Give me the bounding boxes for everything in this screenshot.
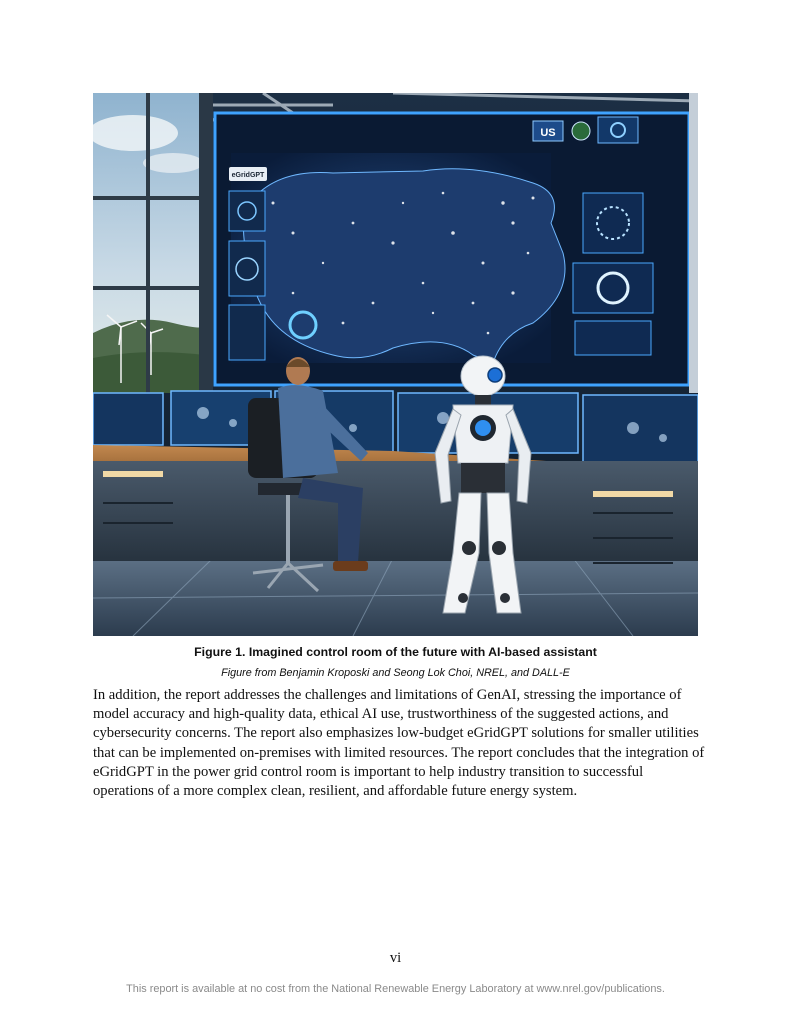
window (93, 93, 213, 393)
grid-map-display (215, 113, 689, 385)
control-room-illustration (93, 93, 698, 636)
body-paragraph: In addition, the report addresses the challenges and limitations of GenAI, stressing the importance of model accuracy and high-quality data, ethical AI use, trustworthiness of the suggested actions, and cybersecurity concerns. The report also emphasizes low-budget eGridGPT solutions for smaller utilities that can be implemented on-premises with limited resources. The report concludes that the integration of eGridGPT in the power grid control room is important to help industry transition to successful operations of a more complex clean, resilient, and affordable future energy system. (93, 687, 705, 800)
page-number: vi (389, 950, 402, 966)
seal-icon (572, 122, 590, 140)
screen-badge-text: US (540, 127, 556, 139)
figure-caption-credit: Figure from Benjamin Kroposki and Seong Lok Choi, NREL, and DALL-E (221, 667, 570, 679)
figure-caption-title: Figure 1. Imagined control room of the future with AI-based assistant (194, 645, 597, 659)
robot-eye-icon (488, 368, 502, 382)
footer-availability-note: This report is available at no cost from the National Renewable Energy Laboratory at www.nrel.gov/publications. (126, 983, 665, 995)
control-desk (93, 445, 698, 563)
screen-logo-text: eGridGPT (231, 172, 265, 179)
